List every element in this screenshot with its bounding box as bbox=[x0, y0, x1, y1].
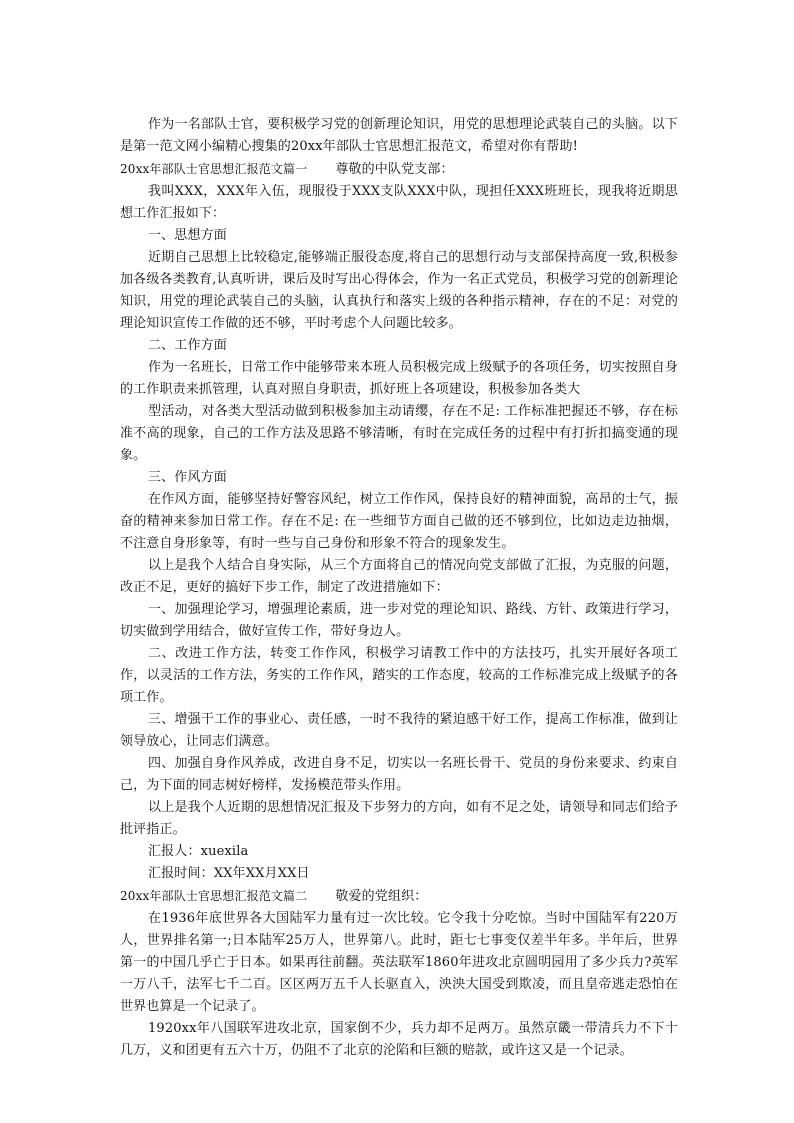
measure-3: 三、增强干工作的事业心、责任感，一时不我待的紧迫感干好工作，提高工作标准，做到让领导放心，让同志们满意。 bbox=[120, 712, 678, 749]
section1-text: 近期自己思想上比较稳定,能够端正服役态度,将自己的思想行动与支部保持高度一致,积极参加各级各类教育,认真听讲，课后及时写出心得体会，作为一名正式党员，积极学习党的创新理论知识，用党的理论武装自己的头脑，认真执行和落实上级的各种指示精神，存在的不足：对党的理论知识宣传工作做的还不够，平时考虑个人问题比较多。 bbox=[120, 250, 678, 331]
section2-text-a: 作为一名班长，日常工作中能够带来本班人员积极完成上级赋予的各项任务，切实按照自身的工作职责来抓管理，认真对照自身职责，抓好班上各项建设，积极参加各类大 bbox=[120, 360, 678, 397]
intro-line-1: 作为一名部队士官，要积极学习党的创新理论知识，用党的思想理论武装自己的头脑。 bbox=[148, 117, 652, 132]
article2-title-line bbox=[120, 885, 678, 908]
reporter-line: 汇报人：xuexila bbox=[148, 844, 249, 859]
section2-heading: 二、工作方面 bbox=[148, 338, 227, 353]
section3-heading: 三、作风方面 bbox=[148, 470, 227, 485]
closing-paragraph: 以上是我个人近期的思想情况汇报及下步努力的方向，如有不足之处，请领导和同志们给予批评指正。 bbox=[120, 800, 678, 837]
summary-paragraph: 以上是我个人结合自身实际，从三个方面将自己的情况向党支部做了汇报，为克服的问题，改正不足，更好的搞好下步工作，制定了改进措施如下： bbox=[120, 558, 678, 595]
measure-4: 四、加强自身作风养成，改进自身不足，切实以一名班长骨干、党员的身份来要求、约束自己，为下面的同志树好榜样，发扬模范带头作用。 bbox=[120, 756, 678, 793]
article1-greeting: 尊敬的中队党支部： bbox=[335, 162, 454, 177]
section1-heading: 一、思想方面 bbox=[148, 228, 227, 243]
measure-2: 二、改进工作方法，转变工作作风，积极学习请教工作中的方法技巧，扎实开展好各项工作，以灵活的工作方法，务实的工作作风，踏实的工作态度，较高的工作标准完成上级赋予的各项工作。 bbox=[120, 646, 678, 705]
intro-line-2: 以下是第一范文网小编精心搜集的20xx年部队士官思想汇报范文，希望对你有帮助! bbox=[120, 117, 678, 154]
document-body bbox=[120, 114, 678, 1062]
measure-1: 一、加强理论学习，增强理论素质，进一步对党的理论知识、路线、方针、政策进行学习，切实做到学用结合，做好宣传工作，带好身边人。 bbox=[120, 602, 678, 639]
article2-greeting: 敬爱的党组织： bbox=[335, 889, 428, 904]
article1-title: 20xx年部队士官思想汇报范文篇一 bbox=[120, 162, 308, 176]
intro-paragraph bbox=[120, 114, 678, 158]
section2-text-b: 型活动，对各类大型活动做到积极参加主动请缨，存在不足: 工作标准把握还不够，存在标准不高的现象，自己的工作方法及思路不够清晰，有时在完成任务的过程中有打折扣搞变通的现象。 bbox=[120, 404, 678, 463]
article1-opening: 我叫XXX，XXX年入伍，现服役于XXX支队XXX中队，现担任XXX班班长，现我将近期思想工作汇报如下： bbox=[120, 184, 678, 221]
report-date-line: 汇报时间：XX年XX月XX日 bbox=[148, 866, 310, 881]
article2-paragraph-1: 在1936年底世界各大国陆军力量有过一次比较。它令我十分吃惊。当时中国陆军有220万人，世界排名第一;日本陆军25万人，世界第八。此时，距七七事变仅差半年多。半年后，世界第一的中国几乎亡于日本。如果再往前翻。英法联军1860年进攻北京圆明园用了多少兵力?英军一万八千，法军七千二百。区区两万五千人长驱直入，泱泱大国受到欺凌，而且皇帝逃走恐怕在世界也算是一个记录了。 bbox=[120, 911, 678, 1014]
section3-text: 在作风方面，能够坚持好警容风纪，树立工作作风，保持良好的精神面貌，高昂的士气，振奋的精神来参加日常工作。存在不足: 在一些细节方面自己做的还不够到位，比如边走边抽烟，不注意自身形象等，有时一些与自己身份和形象不符合的现象发生。 bbox=[120, 492, 678, 551]
article2-paragraph-2: 1920xx年八国联军进攻北京，国家倒不少，兵力却不足两万。虽然京畿一带清兵力不下十几万，义和团更有五六十万，仍阻不了北京的沦陷和巨额的赔款，或许这又是一个记录。 bbox=[120, 1021, 678, 1058]
article2-title: 20xx年部队士官思想汇报范文篇二 bbox=[120, 889, 308, 903]
article1-title-line bbox=[120, 158, 678, 181]
